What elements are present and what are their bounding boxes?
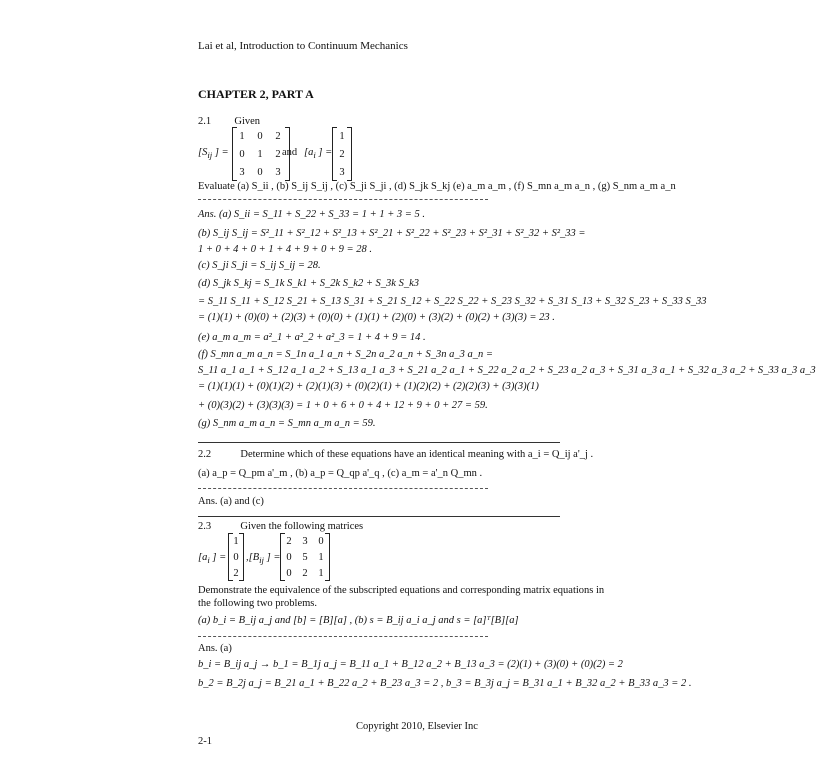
matrix-cell: 1 xyxy=(318,551,324,563)
a-vector-label: [$a_i$ ] = xyxy=(304,147,333,161)
b-matrix xyxy=(280,533,330,581)
copyright-footer: Copyright 2010, Elsevier Inc xyxy=(356,721,478,732)
problem-prompt: Given the following matrices xyxy=(240,521,364,532)
matrix-cell: 1 xyxy=(257,148,263,160)
matrix-cell: 0 xyxy=(257,166,263,178)
matrix-row xyxy=(281,533,329,549)
answer-line: = (1)(1) + (0)(0) + (2)(3) + (0)(0) + (1)(1) + (2)(0) + (3)(2) + (0)(2) + (3)(3) = 23 . xyxy=(198,312,555,323)
matrix-cell: 0 xyxy=(318,535,324,547)
answer-line: (d) S_jk S_kj = S_1k S_k1 + S_2k S_k2 + S_3k S_k3 xyxy=(198,278,419,289)
problem-2-2-answer: Ans. (a) and (c) xyxy=(198,496,264,507)
matrix-row xyxy=(281,565,329,581)
matrix-row xyxy=(333,127,351,145)
matrix-cell: 2 xyxy=(275,148,281,160)
answer-line: (b) S_ij S_ij = S²_11 + S²_12 + S²_13 + S²_21 + S²_22 + S²_23 + S²_31 + S²_32 + S²_33 = xyxy=(198,228,586,239)
matrix-cell: 3 xyxy=(302,535,308,547)
matrix-cell: 1 xyxy=(239,130,245,142)
s-matrix-label: [$S_{ij}$ ] = xyxy=(198,147,229,161)
b-matrix-label: $,[B_{ij}$ ] = xyxy=(246,552,281,566)
answer-line: S_11 a_1 a_1 + S_12 a_1 a_2 + S_13 a_1 a_3 + S_21 a_2 a_1 + S_22 a_2 a_2 + S_23 a_2 a_3 + S_31 a_3 a_1 + S_32 a_3 a_2 + S_33 a_3 a_3 xyxy=(198,365,816,376)
matrix-row xyxy=(233,163,289,181)
evaluate-line: Evaluate (a) S_ii , (b) S_ij S_ij , (c) S_ji S_ji , (d) S_jk S_kj (e) a_m a_m , (f) S_mn a_m a_n , (g) S_nm a_m a_n xyxy=(198,181,676,192)
dashed-divider xyxy=(198,199,488,200)
page-number: 2-1 xyxy=(198,736,212,747)
matrix-cell: 0 xyxy=(257,130,263,142)
matrix-row xyxy=(333,145,351,163)
problem-2-2-heading xyxy=(198,448,593,461)
problem-2-3-answer-line-2: b_2 = B_2j a_j = B_21 a_1 + B_22 a_2 + B_23 a_3 = 2 , b_3 = B_3j a_j = B_31 a_1 + B_32 a_2 + B_33 a_3 = 2 . xyxy=(198,678,692,689)
matrix-cell: 2 xyxy=(233,567,239,579)
a-vector-label: [$a_i$ ] = xyxy=(198,552,227,566)
answer-line: 1 + 0 + 4 + 0 + 1 + 4 + 9 + 0 + 9 = 28 . xyxy=(198,244,373,255)
matrix-cell: 0 xyxy=(233,551,239,563)
matrix-row xyxy=(233,145,289,163)
matrix-cell: 2 xyxy=(286,535,292,547)
matrix-cell: 2 xyxy=(302,567,308,579)
problem-number: 2.1 xyxy=(198,116,212,127)
problem-given: Given xyxy=(234,116,261,127)
answer-line: Ans. (a) S_ii = S_11 + S_22 + S_33 = 1 + 1 + 3 = 5 . xyxy=(198,209,426,220)
answer-line: (f) S_mn a_m a_n = S_1n a_1 a_n + S_2n a_2 a_n + S_3n a_3 a_n = xyxy=(198,349,493,360)
a-vector xyxy=(332,127,352,181)
matrix-row xyxy=(281,549,329,565)
running-header: Lai et al, Introduction to Continuum Mechanics xyxy=(198,40,408,52)
answer-line: (e) a_m a_m = a²_1 + a²_2 + a²_3 = 1 + 4 + 9 = 14 . xyxy=(198,332,426,343)
answer-line: = S_11 S_11 + S_12 S_21 + S_13 S_31 + S_21 S_12 + S_22 S_22 + S_23 S_32 + S_31 S_13 + S_32 S_23 + S_33 S_33 xyxy=(198,296,707,307)
matrix-cell: 1 xyxy=(318,567,324,579)
matrix-cell: 0 xyxy=(286,551,292,563)
section-rule xyxy=(198,442,560,443)
answer-line: (c) S_ji S_ji = S_ij S_ij = 28. xyxy=(198,260,321,271)
matrix-cell: 3 xyxy=(339,166,345,178)
problem-2-3-heading xyxy=(198,520,363,533)
matrix-row xyxy=(229,533,243,549)
matrix-row xyxy=(229,565,243,581)
matrix-cell: 3 xyxy=(239,166,245,178)
problem-number: 2.2 xyxy=(198,449,212,460)
demonstrate-line-2: the following two problems. xyxy=(198,598,317,609)
problem-2-2-options: (a) a_p = Q_pm a'_m , (b) a_p = Q_qp a'_q , (c) a_m = a'_n Q_mn . xyxy=(198,468,483,479)
matrix-cell: 1 xyxy=(233,535,239,547)
problem-number: 2.3 xyxy=(198,521,212,532)
matrix-cell: 0 xyxy=(286,567,292,579)
and-label: and xyxy=(282,147,298,158)
chapter-title: CHAPTER 2, PART A xyxy=(198,87,314,101)
demonstrate-line-1: Demonstrate the equivalence of the subscripted equations and corresponding matrix equations in xyxy=(198,585,605,596)
dashed-divider xyxy=(198,636,488,637)
problem-2-3-answer-label: Ans. (a) xyxy=(198,643,232,654)
answer-line: (g) S_nm a_m a_n = S_mn a_m a_n = 59. xyxy=(198,418,376,429)
problem-prompt: Determine which of these equations have an identical meaning with a_i = Q_ij a'_j . xyxy=(240,449,594,460)
matrix-cell: 2 xyxy=(275,130,281,142)
matrix-cell: 5 xyxy=(302,551,308,563)
matrix-cell: 3 xyxy=(275,166,281,178)
problem-2-3-parts: (a) b_i = B_ij a_j and [b] = [B][a] , (b) s = B_ij a_i a_j and s = [a]ᵀ[B][a] xyxy=(198,615,519,626)
matrix-cell: 2 xyxy=(339,148,345,160)
section-rule xyxy=(198,516,560,517)
matrix-cell: 1 xyxy=(339,130,345,142)
dashed-divider xyxy=(198,488,488,489)
answer-line: + (0)(3)(2) + (3)(3)(3) = 1 + 0 + 6 + 0 + 4 + 12 + 9 + 0 + 27 = 59. xyxy=(198,400,488,411)
matrix-row xyxy=(229,549,243,565)
problem-2-3-answer-line-1: b_i = B_ij a_j → b_1 = B_1j a_j = B_11 a_1 + B_12 a_2 + B_13 a_3 = (2)(1) + (3)(0) + (0)(2) = 2 xyxy=(198,659,623,670)
matrix-row xyxy=(333,163,351,181)
a-vector xyxy=(228,533,244,581)
answer-line: = (1)(1)(1) + (0)(1)(2) + (2)(1)(3) + (0)(2)(1) + (1)(2)(2) + (2)(2)(3) + (3)(3)(1) xyxy=(198,381,539,392)
matrix-row xyxy=(233,127,289,145)
matrix-cell: 0 xyxy=(239,148,245,160)
